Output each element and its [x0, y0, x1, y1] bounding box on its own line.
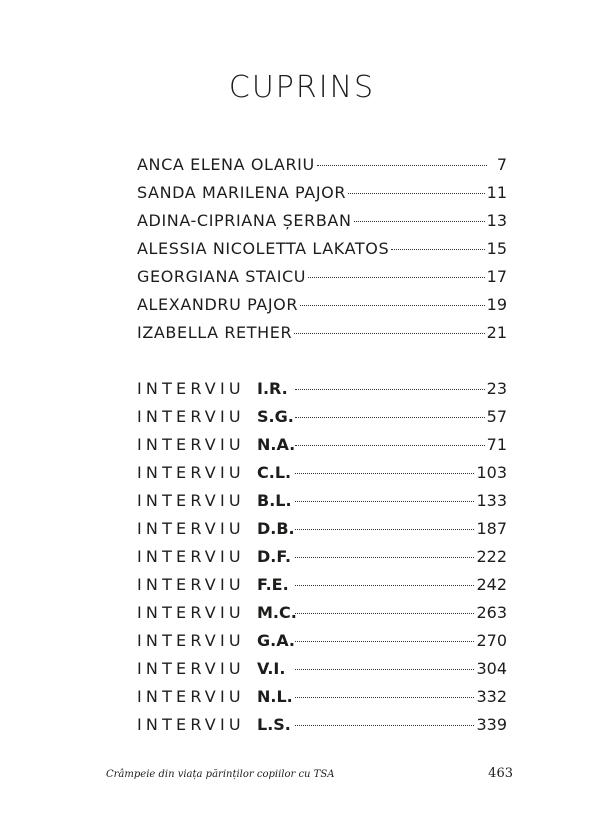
- toc-entry-page: 222: [476, 547, 507, 566]
- interview-initials: V.I.: [257, 659, 286, 678]
- toc-interview-entry[interactable]: [137, 431, 507, 459]
- interview-initials: G.A.: [257, 631, 295, 650]
- interview-initials: D.F.: [257, 547, 292, 566]
- toc-entry-name: GEORGIANA STAICU: [137, 267, 307, 286]
- dot-leader: [295, 585, 474, 586]
- interview-label: INTERVIU: [137, 687, 245, 706]
- toc-entry-page: 187: [476, 519, 507, 538]
- dot-leader: [295, 641, 474, 642]
- toc-entry-page: 339: [476, 715, 507, 734]
- toc-entry-name: IZABELLA RETHER: [137, 323, 293, 342]
- toc-entry-page: 263: [476, 603, 507, 622]
- toc-entry-name: ALEXANDRU PAJOR: [137, 295, 299, 314]
- toc-interview-entry[interactable]: [137, 403, 507, 431]
- toc-interview-entry[interactable]: [137, 599, 507, 627]
- toc-interview-entry[interactable]: [137, 571, 507, 599]
- toc-entry-page: 11: [486, 183, 507, 202]
- interview-label: INTERVIU: [137, 659, 245, 678]
- toc-interview-entry[interactable]: [137, 487, 507, 515]
- toc-entry-page: 71: [486, 435, 507, 454]
- interview-initials: F.E.: [257, 575, 289, 594]
- toc-interview-entry[interactable]: [137, 711, 507, 739]
- dot-leader: [308, 277, 485, 278]
- dot-leader: [295, 501, 474, 502]
- toc-entry-page: 23: [486, 379, 507, 398]
- toc-entry[interactable]: [137, 207, 507, 235]
- interview-initials: S.G.: [257, 407, 294, 426]
- toc-entry-name: ALESSIA NICOLETTA LAKATOS: [137, 239, 390, 258]
- toc-entry[interactable]: [137, 263, 507, 291]
- toc-entry-page: 270: [476, 631, 507, 650]
- toc-entry-page: 13: [486, 211, 507, 230]
- interview-label: INTERVIU: [137, 407, 245, 426]
- dot-leader: [391, 249, 484, 250]
- toc-entry[interactable]: [137, 291, 507, 319]
- toc-entry-page: 304: [476, 659, 507, 678]
- dot-leader: [294, 333, 484, 334]
- toc-entry-name: ADINA-CIPRIANA ȘERBAN: [137, 211, 352, 230]
- dot-leader: [295, 389, 485, 390]
- interview-initials: C.L.: [257, 463, 292, 482]
- toc-entry-page: 15: [486, 239, 507, 258]
- footer-book-title: Crâmpeie din viața părinților copiilor cu TSA: [106, 769, 335, 780]
- toc-entry-page: 17: [486, 267, 507, 286]
- interview-initials: N.L.: [257, 687, 293, 706]
- interview-initials: L.S.: [257, 715, 291, 734]
- toc-entry-page: 19: [486, 295, 507, 314]
- toc-entry-page: 7: [496, 155, 507, 174]
- interview-initials: N.A.: [257, 435, 296, 454]
- toc-interview-entry[interactable]: [137, 683, 507, 711]
- interview-label: INTERVIU: [137, 435, 245, 454]
- toc-interview-entry[interactable]: [137, 515, 507, 543]
- interview-label: INTERVIU: [137, 379, 245, 398]
- toc-entry-page: 242: [476, 575, 507, 594]
- interview-label: INTERVIU: [137, 715, 245, 734]
- toc-entry[interactable]: [137, 179, 507, 207]
- toc-interviews-list: [137, 375, 507, 739]
- interview-label: INTERVIU: [137, 631, 245, 650]
- dot-leader: [300, 305, 485, 306]
- toc-entry[interactable]: [137, 235, 507, 263]
- page-title: CUPRINS: [228, 70, 376, 105]
- dot-leader: [295, 557, 474, 558]
- toc-entry-page: 103: [476, 463, 507, 482]
- toc-entry-name: ANCA ELENA OLARIU: [137, 155, 315, 174]
- toc-entry-page: 57: [486, 407, 507, 426]
- interview-initials: B.L.: [257, 491, 292, 510]
- interview-initials: D.B.: [257, 519, 295, 538]
- interview-initials: M.C.: [257, 603, 297, 622]
- dot-leader: [348, 193, 485, 194]
- dot-leader: [295, 725, 474, 726]
- interview-label: INTERVIU: [137, 519, 245, 538]
- toc-interview-entry[interactable]: [137, 655, 507, 683]
- interview-label: INTERVIU: [137, 603, 245, 622]
- toc-entry-page: 332: [476, 687, 507, 706]
- dot-leader: [317, 165, 487, 166]
- interview-initials: I.R.: [257, 379, 288, 398]
- interview-label: INTERVIU: [137, 491, 245, 510]
- dot-leader: [295, 669, 474, 670]
- toc-interview-entry[interactable]: [137, 459, 507, 487]
- toc-authors-list: [137, 151, 507, 347]
- toc-entry-page: 133: [476, 491, 507, 510]
- dot-leader: [295, 445, 485, 446]
- toc-entry-name: SANDA MARILENA PAJOR: [137, 183, 347, 202]
- dot-leader: [295, 473, 474, 474]
- dot-leader: [354, 221, 485, 222]
- dot-leader: [295, 417, 485, 418]
- interview-label: INTERVIU: [137, 547, 245, 566]
- interview-label: INTERVIU: [137, 463, 245, 482]
- footer-page-number: 463: [488, 766, 513, 781]
- toc-interview-entry[interactable]: [137, 375, 507, 403]
- dot-leader: [295, 697, 474, 698]
- toc-interview-entry[interactable]: [137, 627, 507, 655]
- dot-leader: [295, 613, 474, 614]
- interview-label: INTERVIU: [137, 575, 245, 594]
- toc-entry-page: 21: [486, 323, 507, 342]
- dot-leader: [295, 529, 474, 530]
- toc-interview-entry[interactable]: [137, 543, 507, 571]
- toc-entry[interactable]: [137, 319, 507, 347]
- toc-entry[interactable]: [137, 151, 507, 179]
